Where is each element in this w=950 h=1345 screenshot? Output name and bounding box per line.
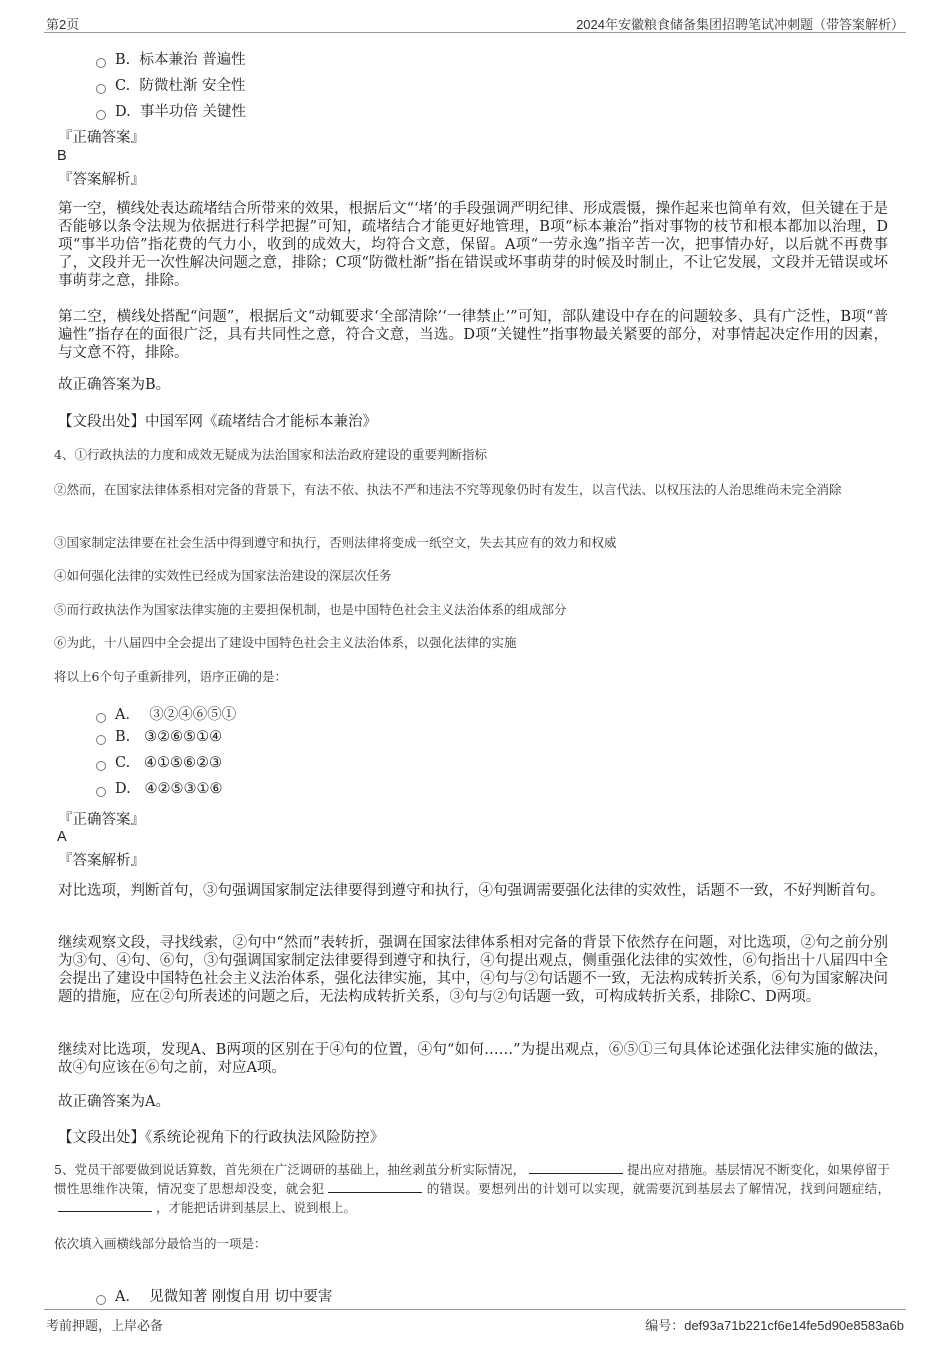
sentence-item: ③国家制定法律要在社会生活中得到遵守和执行，否则法律将变成一纸空文，失去其应有的效力和权威 — [54, 535, 617, 550]
sentence-item: ④如何强化法律的实效性已经成为国家法治建设的深层次任务 — [54, 568, 392, 583]
correct-answer-heading: 『正确答案』 — [58, 130, 145, 146]
sentence-item: ②然而，在国家法律体系相对完备的背景下，有法不依、执法不严和违法不究等现象仍时有发生，以言代法、以权压法的人治思维尚未完全消除 — [54, 482, 842, 497]
blank-line[interactable] — [529, 1161, 623, 1174]
analysis-paragraph: 第二空，横线处搭配“问题”，根据后文“动辄要求‘全部清除’‘一律禁止’”可知，部队建设中存在的问题较多、具有广泛性，B项“普遍性”指存在的面很广泛，具有共同性之意，符合文意，当选。D项“关键性”指事物最关紧要的部分，对事情起决定作用的因素，与文意不符，排除。 — [58, 309, 888, 361]
sentence-item: ⑤而行政执法作为国家法律实施的主要担保机制，也是中国特色社会主义法治体系的组成部分 — [54, 602, 567, 617]
radio-icon[interactable] — [96, 787, 106, 797]
analysis-paragraph: 第一空，横线处表达疏堵结合所带来的效果，根据后文“‘堵’的手段强调严明纪律、形成震慑，操作起来也简单有效，但关键在于是否能够以条令法规为依据进行科学把握”可知，疏堵结合才能更好地管理，B项“标本兼治”指对事物的枝节和根本都加以治理，D项“事半功倍”指花费的气力小，收到的成效大，均符合文意，保留。A项“一劳永逸”指辛苦一次，把事情办好，以后就不再费事了，文段并无一次性解决问题之意，排除；C项“防微杜渐”指在错误或坏事萌芽的时候及时制止，不让它发展，文段并无错误或坏事萌芽之意，排除。 — [58, 201, 888, 289]
radio-icon[interactable] — [96, 735, 106, 745]
question-prompt: 依次填入画横线部分最恰当的一项是： — [54, 1236, 267, 1251]
blank-line[interactable] — [328, 1180, 422, 1193]
q3-option-d[interactable]: D. 事半功倍 关键性 — [96, 100, 246, 120]
radio-icon[interactable] — [96, 58, 106, 68]
document-title: 2024年安徽粮食储备集团招聘笔试冲刺题（带答案解析） — [576, 17, 904, 32]
question-stem: 4、①行政执法的力度和成效无疑成为法治国家和法治政府建设的重要判断指标 — [54, 447, 487, 462]
analysis-conclusion: 故正确答案为A。 — [58, 1094, 170, 1110]
source-citation: 【文段出处】中国军网《疏堵结合才能标本兼治》 — [58, 414, 377, 430]
radio-icon[interactable] — [96, 110, 106, 120]
document-id: 编号：def93a71b221cf6e14fe5d90e8583a6b — [645, 1318, 904, 1333]
q3-option-b[interactable]: B. 标本兼治 普遍性 — [96, 48, 246, 68]
analysis-heading: 『答案解析』 — [58, 853, 145, 869]
footer-slogan: 考前押题，上岸必备 — [46, 1318, 164, 1333]
correct-answer-heading: 『正确答案』 — [58, 812, 145, 828]
source-citation: 【文段出处】《系统论视角下的行政执法风险防控》 — [58, 1130, 385, 1146]
q3-option-c[interactable]: C. 防微杜渐 安全性 — [96, 74, 246, 94]
question-prompt: 将以上6个句子重新排列，语序正确的是： — [54, 669, 287, 684]
correct-answer: A — [57, 829, 67, 845]
analysis-conclusion: 故正确答案为B。 — [58, 377, 171, 393]
analysis-paragraph: 继续对比选项，发现A、B两项的区别在于④句的位置，④句“如何……”为提出观点，⑥⑤①三句具体论述强化法律实施的做法，故④句应该在⑥句之前，对应A项。 — [58, 1042, 888, 1076]
page-footer — [44, 1309, 906, 1336]
question-stem: 5、党员干部要做到说话算数，首先须在广泛调研的基础上，抽丝剥茧分析实际情况， 提出应对措施。基层情况不断变化，如果停留于惯性思维作决策，情况变了思想却没变，就会犯 的错误。要想列出的计划可以实现，就需要沉到基层去了解情况，找到问题症结，，才能把话讲到基层上、说到根上。 — [54, 1162, 890, 1215]
q5-option-a[interactable]: A． 见微知著 刚愎自用 切中要害 — [96, 1285, 332, 1305]
q4-option-c[interactable]: C. ④①⑤⑥②③ — [96, 755, 222, 775]
page-header — [44, 10, 906, 33]
sentence-item: ⑥为此，十八届四中全会提出了建设中国特色社会主义法治体系，以强化法律的实施 — [54, 635, 517, 650]
radio-icon[interactable] — [96, 761, 106, 771]
page-number: 第2页 — [46, 17, 80, 32]
q4-option-b[interactable]: B. ③②⑥⑤①④ — [96, 729, 222, 749]
analysis-heading: 『答案解析』 — [58, 172, 145, 188]
q4-option-d[interactable]: D. ④②⑤③①⑥ — [96, 781, 223, 801]
q4-option-a[interactable]: A． ③②④⑥⑤① — [96, 703, 236, 723]
analysis-paragraph: 继续观察文段，寻找线索，②句中“然而”表转折，强调在国家法律体系相对完备的背景下依然存在问题，对比选项，②句之前分别为③句、④句、⑥句，③句强调国家制定法律要得到遵守和执行，④句提出观点，侧重强化法律的实效性，⑥句指出十八届四中全会提出了建设中国特色社会主义法治体系，强化法律实施，其中，④句与②句话题不一致，无法构成转折关系，⑥句为国家解决问题的措施，应在②句所表述的问题之后，无法构成转折关系，③句与②句话题一致，可构成转折关系，排除C、D两项。 — [58, 935, 888, 1005]
radio-icon[interactable] — [96, 84, 106, 94]
analysis-paragraph: 对比选项，判断首句，③句强调国家制定法律要得到遵守和执行，④句强调需要强化法律的实效性，话题不一致，不好判断首句。 — [58, 883, 885, 899]
radio-icon[interactable] — [96, 713, 106, 723]
radio-icon[interactable] — [96, 1295, 106, 1305]
correct-answer: B — [57, 148, 67, 164]
blank-line[interactable] — [58, 1199, 152, 1212]
